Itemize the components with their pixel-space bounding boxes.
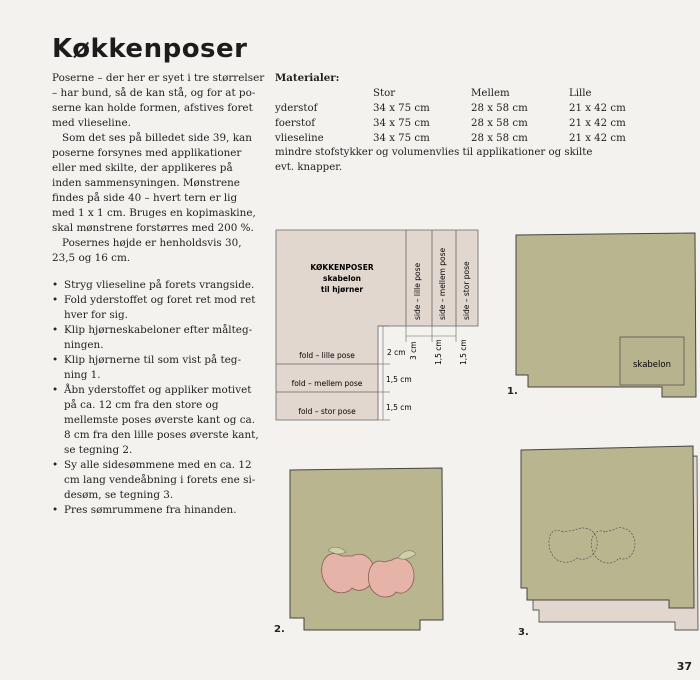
dim-label: 2 cm: [387, 348, 406, 357]
dim-label: 1,5 cm: [386, 375, 412, 384]
cell: 28 x 58 cm: [471, 118, 528, 129]
figure-1-label: 1.: [507, 386, 518, 397]
instruction-line: • Åbn yderstoffet og appliker motivet: [64, 384, 252, 396]
instruction-line: • Fold yderstoffet og foret ret mod ret: [64, 294, 256, 306]
row-label: vlieseline: [275, 133, 324, 144]
materials-header-row: [275, 86, 626, 101]
fold-label-small: fold – lille pose: [299, 351, 355, 360]
instruction-item: [52, 278, 287, 293]
cell: 28 x 58 cm: [471, 103, 528, 114]
instruction-line: 8 cm fra den lille poses øverste kant,: [64, 429, 259, 441]
instruction-line: ning 1.: [64, 369, 101, 381]
instruction-line: • Klip hjørneskabeloner efter målteg-: [64, 324, 253, 336]
instruction-list: [52, 278, 287, 518]
instruction-line: mellemste poses øverste kant og ca.: [64, 414, 256, 426]
materials-table: [275, 71, 626, 175]
cell: 21 x 42 cm: [569, 103, 626, 114]
instruction-line: på ca. 12 cm fra den store og: [64, 399, 219, 411]
cell: 34 x 75 cm: [373, 103, 430, 114]
page-title: Køkkenposer: [52, 34, 248, 64]
materials-extra-2: evt. knapper.: [275, 162, 343, 173]
instruction-item: [52, 503, 287, 518]
intro-paragraph: Poserne – der her er syet i tre størrelser – har bund, så de kan stå, og for at po- serne kan holde formen, afstives foret med vlieseline.: [52, 72, 265, 129]
materials-heading: Materialer:: [275, 72, 340, 84]
template-shape: [276, 230, 478, 420]
instruction-line: • Pres sømrummene fra hinanden.: [64, 504, 237, 516]
dim-label: 1,5 cm: [434, 339, 443, 365]
template-subtitle-2: til hjørner: [320, 285, 364, 294]
instruction-item: [52, 293, 287, 323]
materials-row: [275, 101, 626, 116]
col-lille: Lille: [569, 88, 592, 99]
pattern-paragraph: Som det ses på billedet side 39, kan poserne forsynes med applikationer eller med skilte, der applikeres på inden sammensyningen. Mønstrene findes på side 40 – hvert tern er lig med 1 x 1 cm. Bruges en kopimaskine, skal mønstrene forstørres med 200 %.: [52, 132, 256, 234]
instruction-line: se tegning 2.: [64, 444, 133, 456]
figure-2-drawing: [280, 460, 460, 645]
figure-2-label: 2.: [274, 624, 285, 635]
fold-label-large: fold – stor pose: [298, 407, 356, 416]
materials-row: [275, 116, 626, 131]
cell: 21 x 42 cm: [569, 133, 626, 144]
page-number: 37: [676, 660, 692, 673]
instruction-item: [52, 458, 287, 503]
instruction-item: [52, 383, 287, 458]
figure-3-drawing: [505, 440, 700, 640]
template-title: KØKKENPOSER: [310, 263, 374, 272]
fold-label-medium: fold – mellem pose: [291, 379, 363, 388]
side-label-small: side – lille pose: [413, 262, 422, 320]
figure-1-drawing: [500, 225, 700, 410]
dim-label: 3 cm: [409, 341, 418, 360]
instruction-line: hver for sig.: [64, 309, 128, 321]
cell: 34 x 75 cm: [373, 118, 430, 129]
instruction-line: ningen.: [64, 339, 104, 351]
cell: 34 x 75 cm: [373, 133, 430, 144]
instruction-line: desøm, se tegning 3.: [64, 489, 174, 501]
cell: 28 x 58 cm: [471, 133, 528, 144]
height-paragraph: Posernes højde er henholdsvis 30, 23,5 og 16 cm.: [52, 237, 242, 264]
materials-row: [275, 131, 626, 146]
instruction-line: • Klip hjørnerne til som vist på teg-: [64, 354, 241, 366]
side-label-large: side – stor pose: [462, 261, 471, 320]
side-label-medium: side – mellem pose: [438, 247, 447, 320]
cell: 21 x 42 cm: [569, 118, 626, 129]
col-stor: Stor: [373, 88, 396, 99]
col-mellem: Mellem: [471, 88, 510, 99]
dim-label: 1,5 cm: [386, 403, 412, 412]
row-label: foerstof: [275, 118, 316, 129]
instruction-item: [52, 353, 287, 383]
template-subtitle: skabelon: [322, 274, 362, 283]
corner-template-diagram: [270, 220, 485, 430]
instruction-line: cm lang vendeåbning i forets ene si-: [64, 474, 256, 486]
instruction-item: [52, 323, 287, 353]
skabelon-label: skabelon: [633, 360, 671, 370]
figure-3-label: 3.: [518, 627, 529, 638]
dim-label: 1,5 cm: [459, 339, 468, 365]
instruction-line: • Stryg vlieseline på forets vrangside.: [64, 279, 255, 291]
instruction-line: • Sy alle sidesømmene med en ca. 12: [64, 459, 252, 471]
materials-extra-1: mindre stofstykker og volumenvlies til applikationer og skilte: [275, 147, 593, 158]
row-label: yderstof: [275, 103, 318, 114]
